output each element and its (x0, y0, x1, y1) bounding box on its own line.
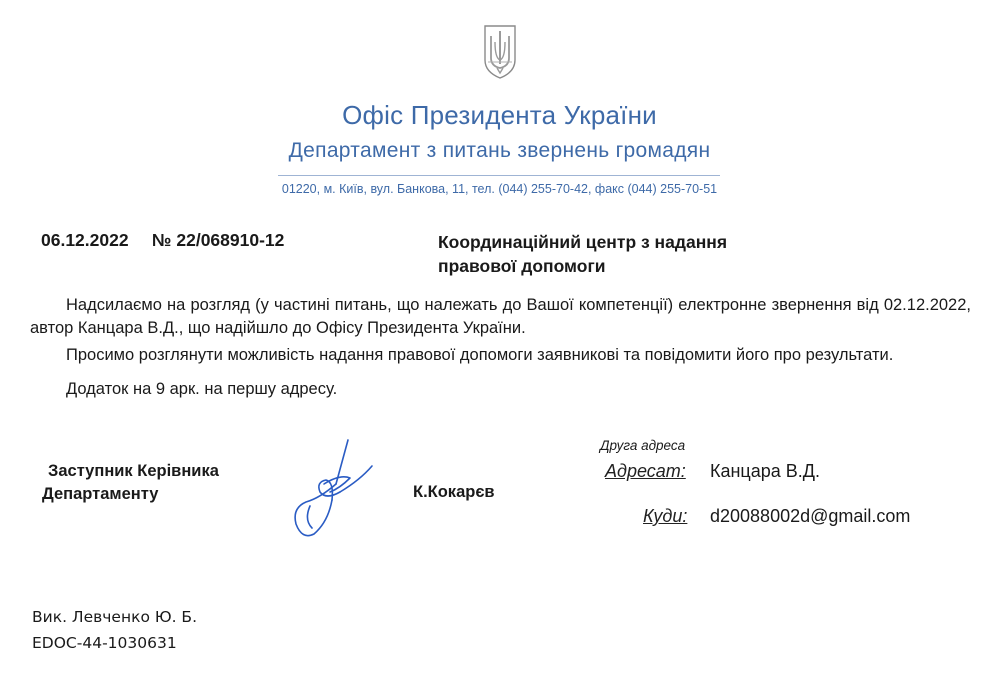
signer-position-line: Заступник Керівника (48, 462, 219, 480)
body-paragraph: Надсилаємо на розгляд (у частині питань, що належать до Вашої компетенції) електронне звернення від 02.12.2022, автор Канцара В.Д., що надійшло до Офісу Президента України. (30, 296, 971, 337)
attachment-note: Додаток на 9 арк. на першу адресу. (66, 380, 338, 398)
coat-of-arms-icon (482, 24, 518, 80)
header-divider (278, 175, 720, 176)
signer-position-line: Департаменту (42, 485, 159, 503)
document-number: № 22/068910-12 (152, 230, 285, 250)
recipient-name: Координаційний центр з надання правової допомоги (438, 232, 728, 276)
document-date: 06.12.2022 (41, 230, 129, 250)
addressee-label: Адресат: (605, 461, 686, 481)
handwritten-signature (280, 436, 380, 548)
addressee-value: Канцара В.Д. (710, 461, 820, 481)
department-title: Департамент з питань звернень громадян (288, 139, 711, 162)
organization-address: 01220, м. Київ, вул. Банкова, 11, тел. (044) 255-70-42, факс (044) 255-70-51 (281, 182, 718, 196)
executor-name: Вик. Левченко Ю. Б. (32, 608, 197, 626)
signer-position (42, 460, 272, 506)
edoc-id: EDOC-44-1030631 (32, 634, 177, 652)
second-address-heading: Друга адреса (600, 438, 686, 453)
destination-label: Куди: (643, 506, 688, 526)
organization-title: Офіс Президента України (342, 100, 657, 130)
body-paragraph: Просимо розглянути можливість надання правової допомоги заявникові та повідомити його про результати. (66, 346, 894, 364)
signer-name: К.Кокарєв (413, 483, 495, 501)
destination-email: d20088002d@gmail.com (710, 506, 911, 526)
